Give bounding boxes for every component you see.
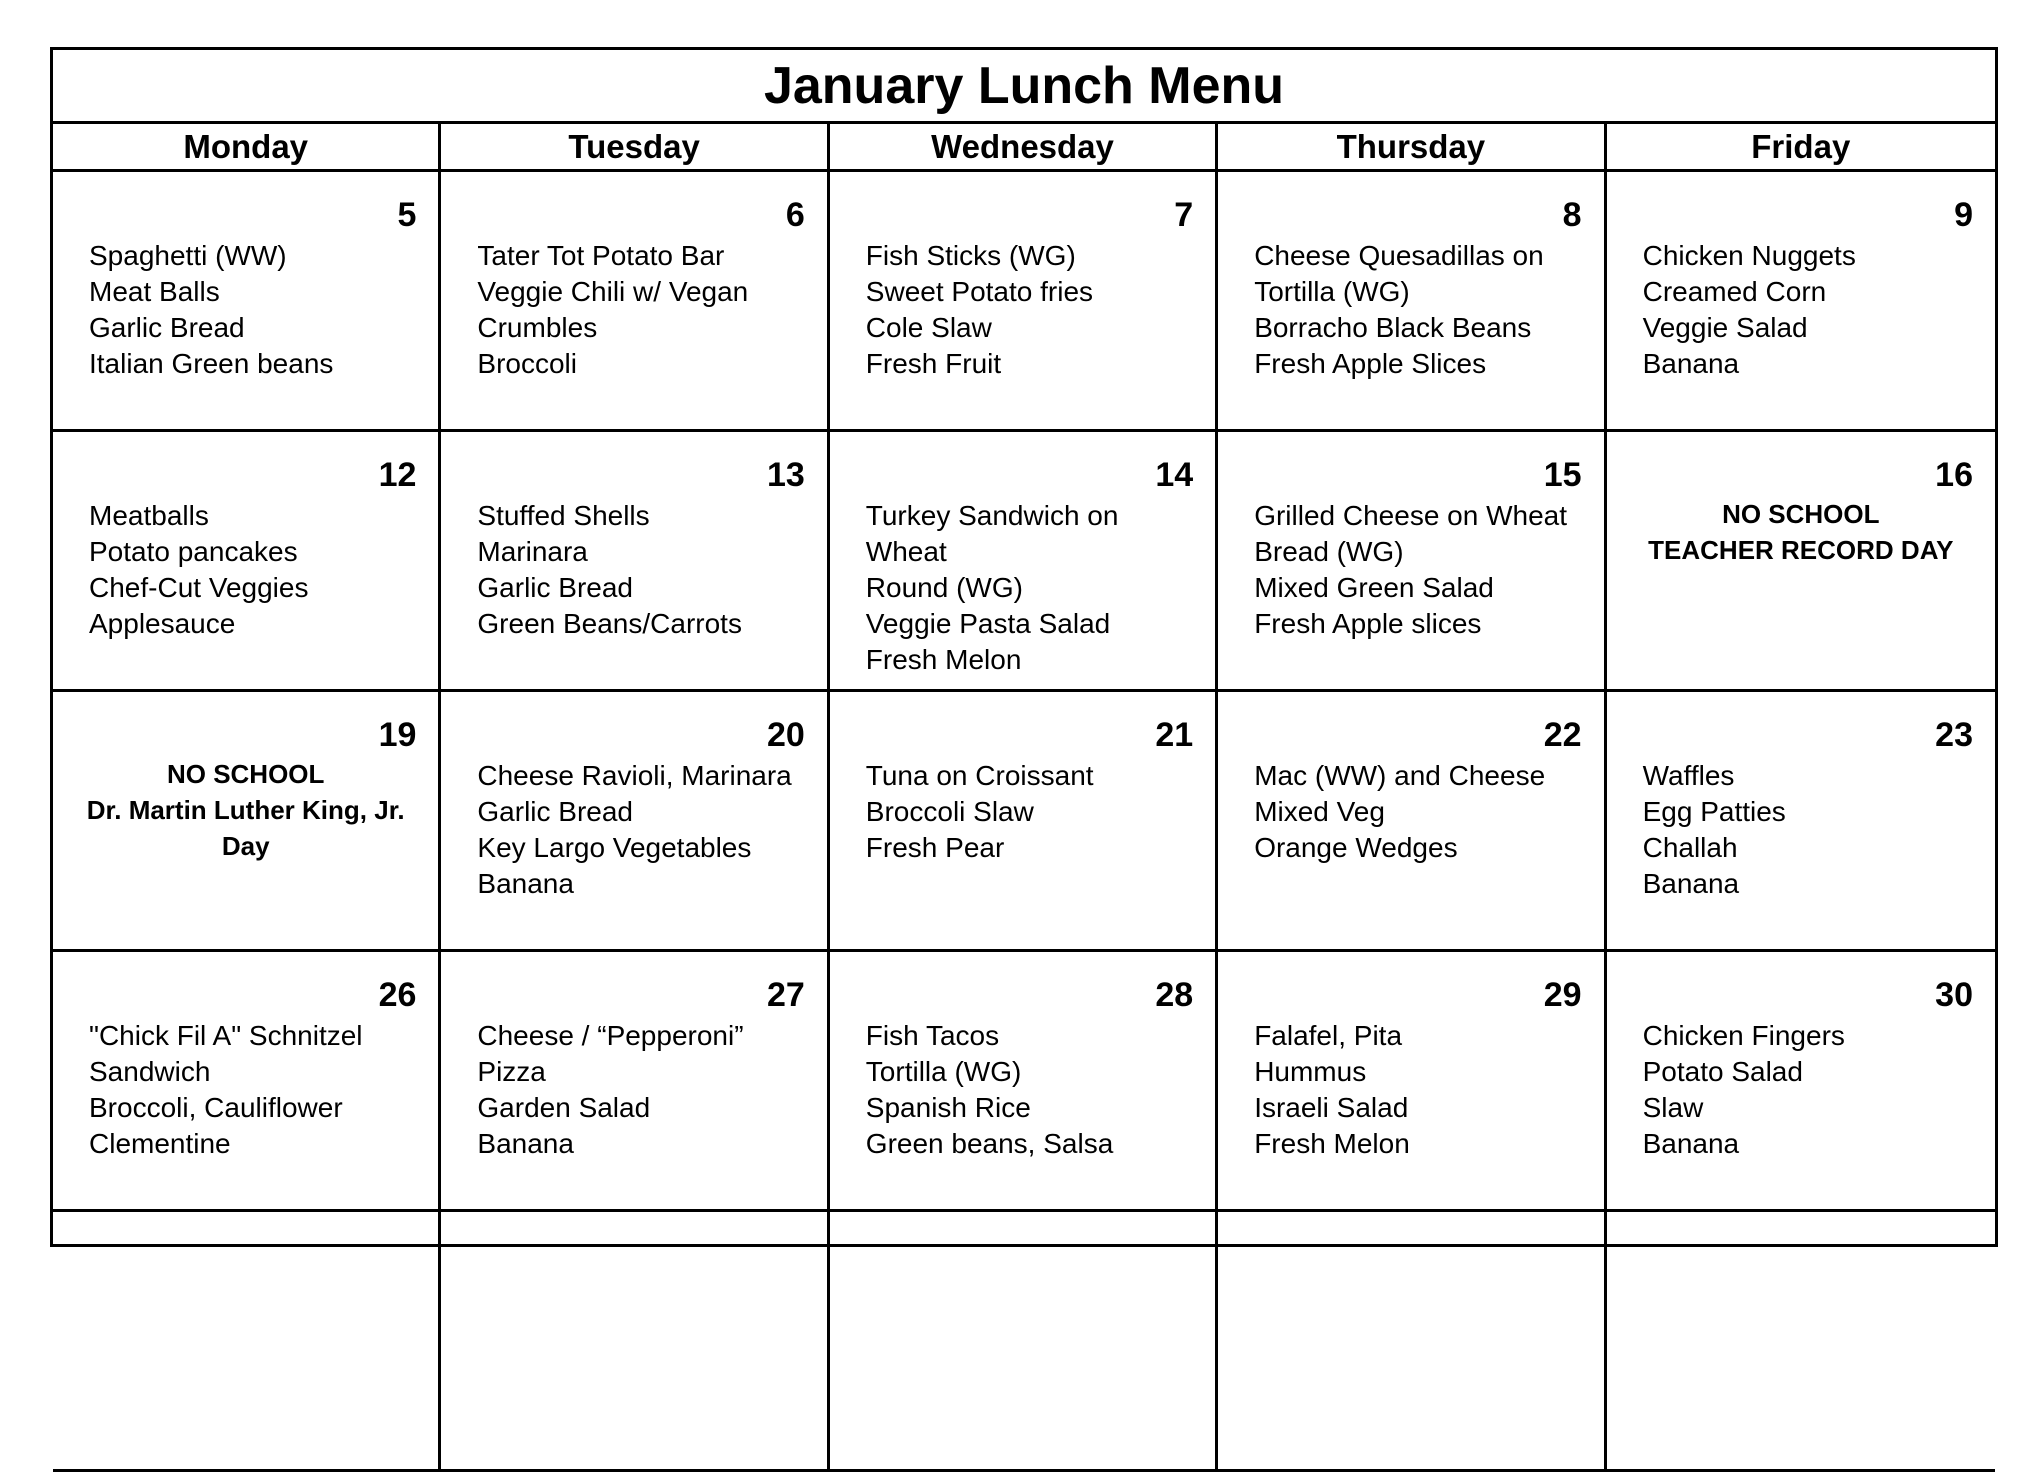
menu-item-list <box>1254 238 1589 382</box>
week-row <box>53 432 1995 692</box>
menu-item: Fresh Pear <box>865 832 1005 863</box>
menu-item: Garlic Bread <box>477 572 634 603</box>
date-number: 5 <box>397 196 417 234</box>
menu-item: Broccoli <box>477 348 577 379</box>
menu-item: Slaw <box>1642 1092 1704 1123</box>
menu-item: Banana <box>1642 1128 1740 1159</box>
menu-item-list <box>1254 1018 1589 1162</box>
menu-item: Tater Tot Potato Bar <box>477 240 725 271</box>
notice-line: NO SCHOOL <box>166 759 325 789</box>
menu-item: Fresh Apple Slices <box>1254 348 1487 379</box>
day-cell-wednesday <box>830 952 1218 1209</box>
menu-item: Meatballs <box>89 500 209 531</box>
menu-item: Broccoli Slaw <box>865 796 1034 827</box>
menu-item: Cole Slaw <box>865 312 992 343</box>
day-header-monday: Monday <box>53 124 441 169</box>
date-number: 21 <box>1155 716 1194 754</box>
day-cell-tuesday <box>441 172 829 429</box>
menu-item: Sandwich <box>89 1056 211 1087</box>
day-cell-thursday <box>1218 432 1606 689</box>
menu-item: Garden Salad <box>477 1092 651 1123</box>
day-cell-monday <box>53 432 441 689</box>
date-number: 27 <box>766 976 805 1014</box>
menu-item-list <box>866 238 1201 382</box>
no-school-notice <box>1607 496 1995 568</box>
menu-item: Cheese Quesadillas on <box>1254 240 1544 271</box>
menu-item-list <box>1643 758 1981 902</box>
day-header-tuesday: Tuesday <box>441 124 829 169</box>
day-cell-friday <box>1607 172 1995 429</box>
menu-item: Challah <box>1642 832 1738 863</box>
menu-item-list <box>866 1018 1201 1162</box>
day-cell-tuesday <box>441 692 829 949</box>
menu-item: Banana <box>477 1128 574 1159</box>
menu-item: Grilled Cheese on Wheat <box>1254 500 1568 531</box>
weeks-container <box>53 172 1995 1244</box>
day-cell-friday <box>1607 692 1995 949</box>
date-number: 9 <box>1954 196 1973 234</box>
date-number: 8 <box>1562 196 1582 234</box>
menu-item: Spaghetti (WW) <box>89 240 287 271</box>
menu-item: Creamed Corn <box>1642 276 1827 307</box>
day-cell-wednesday <box>830 692 1218 949</box>
no-school-notice <box>53 756 438 864</box>
menu-item: Fresh Melon <box>865 644 1022 675</box>
menu-item: Veggie Chili w/ Vegan <box>477 276 749 307</box>
menu-item: Round (WG) <box>865 572 1023 603</box>
day-cell-thursday <box>1218 172 1606 429</box>
menu-item: Italian Green beans <box>89 348 334 379</box>
menu-item: Mixed Green Salad <box>1254 572 1494 603</box>
menu-item: Waffles <box>1642 760 1735 791</box>
menu-item: Potato pancakes <box>89 536 298 567</box>
day-cell-friday <box>1607 1212 1995 1469</box>
date-number: 20 <box>766 716 805 754</box>
menu-item: Egg Patties <box>1642 796 1786 827</box>
day-header-wednesday: Wednesday <box>830 124 1218 169</box>
date-number: 30 <box>1935 976 1973 1014</box>
day-cell-thursday <box>1218 692 1606 949</box>
menu-item: Key Largo Vegetables <box>477 832 752 863</box>
day-cell-friday <box>1607 432 1995 689</box>
menu-item: Tortilla (WG) <box>865 1056 1022 1087</box>
date-number: 23 <box>1935 716 1973 754</box>
date-number: 7 <box>1174 196 1194 234</box>
menu-item: Green Beans/Carrots <box>477 608 742 639</box>
menu-item: Tortilla (WG) <box>1254 276 1410 307</box>
menu-item: "Chick Fil A" Schnitzel <box>89 1020 363 1051</box>
menu-item: Banana <box>1642 868 1740 899</box>
menu-item-list <box>477 1018 812 1162</box>
menu-item: Israeli Salad <box>1254 1092 1409 1123</box>
menu-item: Fresh Fruit <box>865 348 1002 379</box>
day-header-friday: Friday <box>1751 127 1851 165</box>
week-row <box>53 952 1995 1212</box>
day-cell-tuesday <box>441 1212 829 1469</box>
week-row <box>53 692 1995 952</box>
menu-item-list <box>477 758 812 902</box>
menu-item: Chef-Cut Veggies <box>89 572 309 603</box>
menu-item: Borracho Black Beans <box>1254 312 1532 343</box>
date-number: 19 <box>378 716 417 754</box>
menu-item: Fresh Melon <box>1254 1128 1410 1159</box>
day-cell-monday <box>53 692 441 949</box>
title-row <box>53 50 1995 124</box>
menu-item: Falafel, Pita <box>1254 1020 1403 1051</box>
menu-item: Chicken Fingers <box>1642 1020 1845 1051</box>
menu-item: Crumbles <box>477 312 598 343</box>
menu-item: Chicken Nuggets <box>1642 240 1856 271</box>
menu-item-list <box>1643 1018 1981 1162</box>
menu-item: Spanish Rice <box>865 1092 1031 1123</box>
menu-item: Potato Salad <box>1642 1056 1803 1087</box>
menu-item: Hummus <box>1254 1056 1367 1087</box>
menu-item: Tuna on Croissant <box>865 760 1094 791</box>
day-header-thursday: Thursday <box>1218 124 1606 169</box>
day-cell-tuesday <box>441 952 829 1209</box>
menu-item-list <box>89 498 424 642</box>
menu-item-list <box>477 498 812 642</box>
menu-item-list <box>1643 238 1981 382</box>
menu-item: Bread (WG) <box>1254 536 1404 567</box>
menu-item-list <box>866 758 1201 866</box>
menu-item: Sweet Potato fries <box>865 276 1094 307</box>
menu-item: Banana <box>477 868 574 899</box>
notice-line: NO SCHOOL <box>1722 499 1880 529</box>
menu-item-list <box>89 238 424 382</box>
day-cell-wednesday <box>830 432 1218 689</box>
date-number: 26 <box>378 976 417 1014</box>
menu-item: Green beans, Salsa <box>865 1128 1114 1159</box>
menu-item: Garlic Bread <box>477 796 634 827</box>
day-cell-thursday <box>1218 1212 1606 1469</box>
menu-item: Garlic Bread <box>89 312 245 343</box>
menu-item-list <box>89 1018 424 1162</box>
page-title: January Lunch Menu <box>763 56 1285 115</box>
date-number: 22 <box>1543 716 1582 754</box>
week-row <box>53 1212 1995 1472</box>
day-cell-thursday <box>1218 952 1606 1209</box>
date-number: 28 <box>1155 976 1194 1014</box>
date-number: 14 <box>1155 456 1194 494</box>
menu-item: Clementine <box>89 1128 231 1159</box>
lunch-menu-table <box>50 47 1998 1247</box>
day-cell-wednesday <box>830 172 1218 429</box>
menu-item: Veggie Salad <box>1642 312 1808 343</box>
date-number: 16 <box>1935 456 1973 494</box>
notice-line: Dr. Martin Luther King, Jr. <box>86 795 405 825</box>
menu-item: Broccoli, Cauliflower <box>89 1092 343 1123</box>
day-cell-monday <box>53 952 441 1209</box>
menu-item: Mixed Veg <box>1254 796 1385 827</box>
date-number: 13 <box>766 456 805 494</box>
menu-item: Stuffed Shells <box>477 500 650 531</box>
menu-item-list <box>477 238 812 382</box>
date-number: 12 <box>378 456 417 494</box>
date-number: 29 <box>1543 976 1582 1014</box>
menu-item: Marinara <box>477 536 588 567</box>
menu-item: Cheese Ravioli, Marinara <box>477 760 792 791</box>
date-number: 6 <box>785 196 805 234</box>
day-cell-monday <box>53 172 441 429</box>
menu-item: Orange Wedges <box>1254 832 1458 863</box>
menu-item-list <box>866 498 1201 678</box>
notice-line: TEACHER RECORD DAY <box>1648 535 1954 565</box>
week-row <box>53 172 1995 432</box>
menu-item: Cheese / “Pepperoni” <box>477 1020 744 1051</box>
menu-item: Meat Balls <box>89 276 220 307</box>
notice-line: Day <box>221 831 270 861</box>
menu-item-list <box>1254 758 1589 866</box>
menu-item: Mac (WW) and Cheese <box>1254 760 1546 791</box>
menu-item: Applesauce <box>89 608 236 639</box>
day-cell-monday <box>53 1212 441 1469</box>
day-cell-wednesday <box>830 1212 1218 1469</box>
day-cell-tuesday <box>441 432 829 689</box>
weekday-header-row <box>53 124 1995 172</box>
menu-item: Fresh Apple slices <box>1254 608 1482 639</box>
menu-item: Turkey Sandwich on Wheat <box>865 500 1119 567</box>
menu-item-list <box>1254 498 1589 642</box>
menu-item: Fish Tacos <box>865 1020 1000 1051</box>
menu-item: Fish Sticks (WG) <box>865 240 1076 271</box>
menu-item: Pizza <box>477 1056 546 1087</box>
menu-item: Banana <box>1642 348 1740 379</box>
menu-item: Veggie Pasta Salad <box>865 608 1111 639</box>
date-number: 15 <box>1543 456 1582 494</box>
day-cell-friday <box>1607 952 1995 1209</box>
